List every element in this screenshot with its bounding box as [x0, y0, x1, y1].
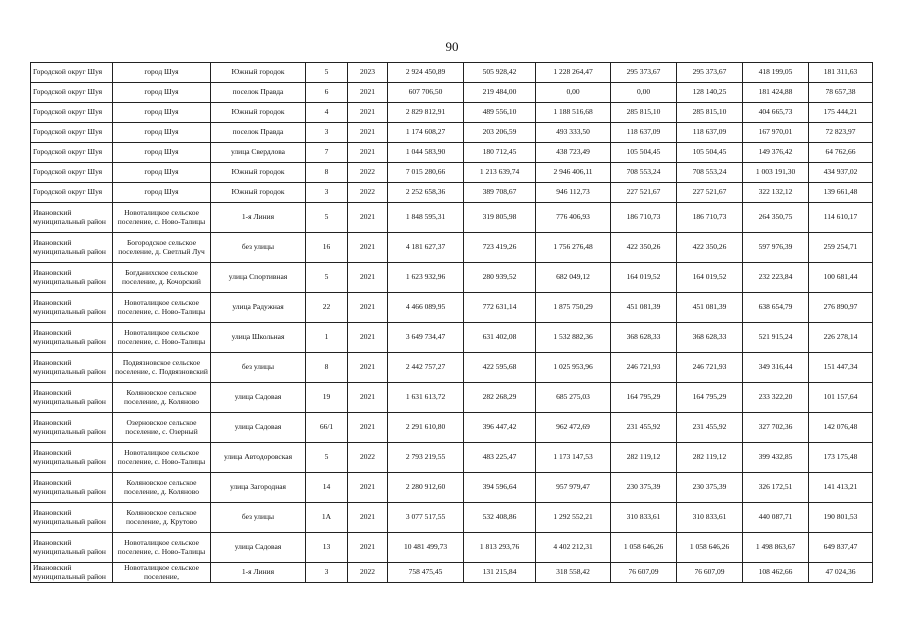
table-row — [31, 263, 873, 293]
cell-cost-part-6: 434 937,02 — [809, 163, 873, 183]
cell-year: 2021 — [348, 293, 388, 323]
cell-total-cost: 1 174 608,27 — [388, 123, 464, 143]
cell-cost-part-1: 203 206,59 — [464, 123, 536, 143]
cell-cost-part-5: 264 350,75 — [743, 203, 809, 233]
cell-settlement: Новоталицкое сельское поселение, с. Ново-Талицы — [113, 533, 211, 563]
cell-settlement: город Шуя — [113, 163, 211, 183]
cell-cost-part-1: 489 556,10 — [464, 103, 536, 123]
cell-cost-part-2: 682 049,12 — [536, 263, 611, 293]
cell-cost-part-5: 349 316,44 — [743, 353, 809, 383]
cell-cost-part-3: 164 019,52 — [611, 263, 677, 293]
cell-cost-part-1: 631 402,08 — [464, 323, 536, 353]
cell-cost-part-2: 0,00 — [536, 83, 611, 103]
cell-house-number: 1 — [306, 323, 348, 353]
table-row — [31, 473, 873, 503]
cell-cost-part-5: 1 498 863,67 — [743, 533, 809, 563]
cell-year: 2022 — [348, 443, 388, 473]
cell-cost-part-4: 76 607,09 — [677, 563, 743, 583]
cell-cost-part-1: 1 813 293,76 — [464, 533, 536, 563]
cell-total-cost: 4 466 089,95 — [388, 293, 464, 323]
cell-cost-part-3: 76 607,09 — [611, 563, 677, 583]
cell-cost-part-4: 227 521,67 — [677, 183, 743, 203]
table-row — [31, 63, 873, 83]
cell-municipality: Ивановский муниципальный район — [31, 473, 113, 503]
cell-cost-part-3: 246 721,93 — [611, 353, 677, 383]
cell-settlement: Богданихское сельское поселение, д. Кочорский — [113, 263, 211, 293]
cell-total-cost: 2 924 450,89 — [388, 63, 464, 83]
cell-municipality: Городской округ Шуя — [31, 163, 113, 183]
cell-house-number: 66/1 — [306, 413, 348, 443]
cell-cost-part-5: 232 223,84 — [743, 263, 809, 293]
cell-year: 2021 — [348, 383, 388, 413]
cell-cost-part-1: 772 631,14 — [464, 293, 536, 323]
cell-street: без улицы — [211, 233, 306, 263]
cell-cost-part-3: 231 455,92 — [611, 413, 677, 443]
table-row — [31, 83, 873, 103]
cell-year: 2021 — [348, 203, 388, 233]
cell-house-number: 16 — [306, 233, 348, 263]
table-row — [31, 143, 873, 163]
cell-cost-part-6: 142 076,48 — [809, 413, 873, 443]
cell-cost-part-3: 227 521,67 — [611, 183, 677, 203]
cell-cost-part-2: 776 406,93 — [536, 203, 611, 233]
cell-street: Южный городок — [211, 103, 306, 123]
cell-settlement: город Шуя — [113, 103, 211, 123]
cell-municipality: Ивановский муниципальный район — [31, 233, 113, 263]
cell-cost-part-1: 280 939,52 — [464, 263, 536, 293]
cell-house-number: 5 — [306, 443, 348, 473]
cell-total-cost: 10 481 499,73 — [388, 533, 464, 563]
cell-total-cost: 1 631 613,72 — [388, 383, 464, 413]
cell-total-cost: 607 706,50 — [388, 83, 464, 103]
cell-settlement: Новоталицкое сельское поселение, с. Ново-Талицы — [113, 203, 211, 233]
cell-cost-part-2: 1 188 516,68 — [536, 103, 611, 123]
cell-cost-part-2: 1 173 147,53 — [536, 443, 611, 473]
cell-cost-part-4: 105 504,45 — [677, 143, 743, 163]
cell-municipality: Ивановский муниципальный район — [31, 293, 113, 323]
cell-municipality: Ивановский муниципальный район — [31, 323, 113, 353]
table-row — [31, 203, 873, 233]
cell-cost-part-3: 422 350,26 — [611, 233, 677, 263]
cell-street: поселок Правда — [211, 83, 306, 103]
cell-street: без улицы — [211, 503, 306, 533]
cell-year: 2021 — [348, 103, 388, 123]
cell-settlement: Подвязновское сельское поселение, с. Подвязновский — [113, 353, 211, 383]
cell-settlement: город Шуя — [113, 183, 211, 203]
cell-year: 2021 — [348, 533, 388, 563]
cell-cost-part-2: 493 333,50 — [536, 123, 611, 143]
cell-cost-part-3: 1 058 646,26 — [611, 533, 677, 563]
cell-cost-part-4: 708 553,24 — [677, 163, 743, 183]
cell-cost-part-5: 638 654,79 — [743, 293, 809, 323]
cell-municipality: Ивановский муниципальный район — [31, 413, 113, 443]
cell-year: 2021 — [348, 123, 388, 143]
cell-cost-part-2: 1 756 276,48 — [536, 233, 611, 263]
cell-total-cost: 4 181 627,37 — [388, 233, 464, 263]
cell-house-number: 7 — [306, 143, 348, 163]
cell-cost-part-2: 957 979,47 — [536, 473, 611, 503]
cell-cost-part-4: 246 721,93 — [677, 353, 743, 383]
cell-cost-part-5: 399 432,85 — [743, 443, 809, 473]
cell-settlement: Богородское сельское поселение, д. Светлый Луч — [113, 233, 211, 263]
table-row — [31, 443, 873, 473]
cell-cost-part-4: 295 373,67 — [677, 63, 743, 83]
cell-cost-part-6: 139 661,48 — [809, 183, 873, 203]
cell-cost-part-2: 1 532 882,36 — [536, 323, 611, 353]
cell-settlement: Новоталицкое сельское поселение, с. Ново-Талицы — [113, 323, 211, 353]
cell-year: 2022 — [348, 163, 388, 183]
cell-cost-part-2: 438 723,49 — [536, 143, 611, 163]
cell-cost-part-1: 394 596,64 — [464, 473, 536, 503]
cell-street: Южный городок — [211, 163, 306, 183]
cell-cost-part-4: 128 140,25 — [677, 83, 743, 103]
cell-cost-part-6: 190 801,53 — [809, 503, 873, 533]
cell-settlement: Новоталицкое сельское поселение, с. Ново-Талицы — [113, 443, 211, 473]
table-row — [31, 233, 873, 263]
cell-settlement: город Шуя — [113, 63, 211, 83]
table-row — [31, 103, 873, 123]
page-number: 90 — [445, 39, 459, 54]
cell-cost-part-1: 282 268,29 — [464, 383, 536, 413]
cell-year: 2021 — [348, 503, 388, 533]
cell-cost-part-6: 141 413,21 — [809, 473, 873, 503]
cell-street: Южный городок — [211, 63, 306, 83]
cell-cost-part-6: 226 278,14 — [809, 323, 873, 353]
cell-cost-part-4: 118 637,09 — [677, 123, 743, 143]
cell-house-number: 3 — [306, 183, 348, 203]
table-row — [31, 353, 873, 383]
cell-house-number: 19 — [306, 383, 348, 413]
cell-cost-part-6: 151 447,34 — [809, 353, 873, 383]
cell-house-number: 5 — [306, 63, 348, 83]
cell-street: улица Радужная — [211, 293, 306, 323]
cell-cost-part-5: 1 003 191,30 — [743, 163, 809, 183]
cell-street: улица Спортивная — [211, 263, 306, 293]
cell-cost-part-5: 108 462,66 — [743, 563, 809, 583]
cell-cost-part-6: 101 157,64 — [809, 383, 873, 413]
cell-cost-part-4: 1 058 646,26 — [677, 533, 743, 563]
cell-house-number: 6 — [306, 83, 348, 103]
cell-cost-part-1: 396 447,42 — [464, 413, 536, 443]
cell-street: улица Автодоровская — [211, 443, 306, 473]
cell-cost-part-3: 0,00 — [611, 83, 677, 103]
cell-settlement: Новоталицкое сельское поселение, с. Ново-Талицы — [113, 293, 211, 323]
cell-total-cost: 7 015 280,66 — [388, 163, 464, 183]
cell-street: улица Садовая — [211, 533, 306, 563]
cell-total-cost: 758 475,45 — [388, 563, 464, 583]
cell-cost-part-5: 440 087,71 — [743, 503, 809, 533]
cell-cost-part-4: 422 350,26 — [677, 233, 743, 263]
cell-cost-part-1: 219 484,00 — [464, 83, 536, 103]
table-row — [31, 163, 873, 183]
cell-municipality: Городской округ Шуя — [31, 183, 113, 203]
cell-settlement: Коляновское сельское поселение, д. Коляново — [113, 383, 211, 413]
cell-cost-part-6: 175 444,21 — [809, 103, 873, 123]
cell-cost-part-4: 451 081,39 — [677, 293, 743, 323]
cell-street: улица Садовая — [211, 383, 306, 413]
cell-total-cost: 3 649 734,47 — [388, 323, 464, 353]
cell-municipality: Городской округ Шуя — [31, 103, 113, 123]
cell-cost-part-5: 181 424,88 — [743, 83, 809, 103]
cell-municipality: Ивановский муниципальный район — [31, 503, 113, 533]
table-row — [31, 323, 873, 353]
cell-cost-part-3: 282 119,12 — [611, 443, 677, 473]
cell-street: поселок Правда — [211, 123, 306, 143]
cell-settlement: город Шуя — [113, 123, 211, 143]
cell-cost-part-6: 100 681,44 — [809, 263, 873, 293]
table-row — [31, 383, 873, 413]
table-row — [31, 413, 873, 443]
cell-municipality: Ивановский муниципальный район — [31, 443, 113, 473]
cell-house-number: 3 — [306, 563, 348, 583]
cell-settlement: Коляновское сельское поселение, д. Крутово — [113, 503, 211, 533]
cell-total-cost: 2 829 812,91 — [388, 103, 464, 123]
cell-cost-part-3: 164 795,29 — [611, 383, 677, 413]
cell-cost-part-5: 418 199,05 — [743, 63, 809, 83]
cell-cost-part-3: 295 373,67 — [611, 63, 677, 83]
cell-year: 2022 — [348, 563, 388, 583]
cell-cost-part-4: 164 795,29 — [677, 383, 743, 413]
cell-cost-part-2: 4 402 212,31 — [536, 533, 611, 563]
cell-cost-part-5: 326 172,51 — [743, 473, 809, 503]
cell-cost-part-2: 1 025 953,96 — [536, 353, 611, 383]
cell-municipality: Ивановский муниципальный район — [31, 263, 113, 293]
cell-cost-part-6: 649 837,47 — [809, 533, 873, 563]
cell-cost-part-6: 78 657,38 — [809, 83, 873, 103]
cell-cost-part-1: 389 708,67 — [464, 183, 536, 203]
cell-cost-part-6: 173 175,48 — [809, 443, 873, 473]
cell-cost-part-4: 285 815,10 — [677, 103, 743, 123]
cell-year: 2021 — [348, 143, 388, 163]
cell-year: 2021 — [348, 83, 388, 103]
cell-cost-part-6: 181 311,63 — [809, 63, 873, 83]
cell-cost-part-3: 451 081,39 — [611, 293, 677, 323]
cell-house-number: 5 — [306, 203, 348, 233]
cell-house-number: 14 — [306, 473, 348, 503]
cell-cost-part-1: 422 595,68 — [464, 353, 536, 383]
cell-cost-part-1: 1 213 639,74 — [464, 163, 536, 183]
cell-settlement: город Шуя — [113, 143, 211, 163]
cell-municipality: Ивановский муниципальный район — [31, 563, 113, 583]
cell-municipality: Ивановский муниципальный район — [31, 203, 113, 233]
cell-cost-part-1: 532 408,86 — [464, 503, 536, 533]
cell-cost-part-3: 708 553,24 — [611, 163, 677, 183]
cell-year: 2022 — [348, 183, 388, 203]
cell-street: без улицы — [211, 353, 306, 383]
cell-cost-part-4: 368 628,33 — [677, 323, 743, 353]
cell-cost-part-1: 319 805,98 — [464, 203, 536, 233]
cell-cost-part-5: 322 132,12 — [743, 183, 809, 203]
cell-cost-part-2: 318 558,42 — [536, 563, 611, 583]
cell-cost-part-5: 521 915,24 — [743, 323, 809, 353]
cell-cost-part-1: 131 215,84 — [464, 563, 536, 583]
cell-house-number: 8 — [306, 163, 348, 183]
table-row — [31, 503, 873, 533]
cell-total-cost: 1 623 932,96 — [388, 263, 464, 293]
cell-cost-part-3: 105 504,45 — [611, 143, 677, 163]
cell-cost-part-6: 64 762,66 — [809, 143, 873, 163]
cell-street: улица Свердлова — [211, 143, 306, 163]
cell-cost-part-3: 230 375,39 — [611, 473, 677, 503]
cell-cost-part-5: 149 376,42 — [743, 143, 809, 163]
cell-municipality: Ивановский муниципальный район — [31, 353, 113, 383]
registry-table — [30, 62, 873, 583]
cell-street: 1-я Линия — [211, 563, 306, 583]
cell-cost-part-2: 1 875 750,29 — [536, 293, 611, 323]
cell-street: Южный городок — [211, 183, 306, 203]
cell-cost-part-2: 2 946 406,11 — [536, 163, 611, 183]
cell-street: улица Садовая — [211, 413, 306, 443]
cell-cost-part-6: 259 254,71 — [809, 233, 873, 263]
cell-year: 2021 — [348, 413, 388, 443]
cell-total-cost: 1 044 583,90 — [388, 143, 464, 163]
cell-total-cost: 2 252 658,36 — [388, 183, 464, 203]
cell-cost-part-4: 230 375,39 — [677, 473, 743, 503]
cell-street: улица Школьная — [211, 323, 306, 353]
cell-cost-part-3: 186 710,73 — [611, 203, 677, 233]
cell-house-number: 4 — [306, 103, 348, 123]
cell-municipality: Городской округ Шуя — [31, 83, 113, 103]
cell-cost-part-4: 231 455,92 — [677, 413, 743, 443]
cell-house-number: 13 — [306, 533, 348, 563]
cell-year: 2021 — [348, 233, 388, 263]
cell-total-cost: 2 442 757,27 — [388, 353, 464, 383]
table-body — [31, 63, 873, 583]
cell-year: 2021 — [348, 473, 388, 503]
table-row — [31, 533, 873, 563]
cell-municipality: Городской округ Шуя — [31, 143, 113, 163]
cell-cost-part-4: 310 833,61 — [677, 503, 743, 533]
cell-cost-part-1: 723 419,26 — [464, 233, 536, 263]
cell-total-cost: 2 793 219,55 — [388, 443, 464, 473]
cell-house-number: 3 — [306, 123, 348, 143]
cell-cost-part-6: 72 823,97 — [809, 123, 873, 143]
cell-year: 2021 — [348, 263, 388, 293]
cell-cost-part-4: 186 710,73 — [677, 203, 743, 233]
cell-cost-part-5: 327 702,36 — [743, 413, 809, 443]
cell-street: 1-я Линия — [211, 203, 306, 233]
cell-municipality: Ивановский муниципальный район — [31, 383, 113, 413]
cell-settlement: Озерновское сельское поселение, с. Озерный — [113, 413, 211, 443]
cell-house-number: 5 — [306, 263, 348, 293]
cell-cost-part-2: 1 292 552,21 — [536, 503, 611, 533]
cell-municipality: Городской округ Шуя — [31, 123, 113, 143]
cell-total-cost: 2 291 610,80 — [388, 413, 464, 443]
cell-cost-part-1: 180 712,45 — [464, 143, 536, 163]
cell-total-cost: 3 077 517,55 — [388, 503, 464, 533]
cell-municipality: Ивановский муниципальный район — [31, 533, 113, 563]
cell-cost-part-4: 282 119,12 — [677, 443, 743, 473]
cell-cost-part-2: 946 112,73 — [536, 183, 611, 203]
cell-cost-part-2: 1 228 264,47 — [536, 63, 611, 83]
cell-cost-part-6: 276 890,97 — [809, 293, 873, 323]
cell-cost-part-2: 685 275,03 — [536, 383, 611, 413]
cell-settlement: город Шуя — [113, 83, 211, 103]
cell-street: улица Загородная — [211, 473, 306, 503]
table-row — [31, 183, 873, 203]
cell-house-number: 22 — [306, 293, 348, 323]
table-row — [31, 563, 873, 583]
cell-settlement: Новоталицкое сельское поселение, — [113, 563, 211, 583]
cell-cost-part-6: 114 610,17 — [809, 203, 873, 233]
cell-total-cost: 1 848 595,31 — [388, 203, 464, 233]
cell-house-number: 8 — [306, 353, 348, 383]
cell-cost-part-1: 483 225,47 — [464, 443, 536, 473]
cell-cost-part-4: 164 019,52 — [677, 263, 743, 293]
cell-cost-part-3: 368 628,33 — [611, 323, 677, 353]
cell-year: 2021 — [348, 323, 388, 353]
cell-year: 2023 — [348, 63, 388, 83]
cell-cost-part-2: 962 472,69 — [536, 413, 611, 443]
cell-cost-part-1: 505 928,42 — [464, 63, 536, 83]
cell-cost-part-5: 167 970,01 — [743, 123, 809, 143]
cell-cost-part-6: 47 024,36 — [809, 563, 873, 583]
cell-house-number: 1А — [306, 503, 348, 533]
cell-cost-part-3: 310 833,61 — [611, 503, 677, 533]
cell-cost-part-5: 233 322,20 — [743, 383, 809, 413]
cell-cost-part-3: 285 815,10 — [611, 103, 677, 123]
cell-settlement: Коляновское сельское поселение, д. Коляново — [113, 473, 211, 503]
table-row — [31, 123, 873, 143]
cell-cost-part-3: 118 637,09 — [611, 123, 677, 143]
cell-municipality: Городской округ Шуя — [31, 63, 113, 83]
cell-cost-part-5: 597 976,39 — [743, 233, 809, 263]
cell-cost-part-5: 404 665,73 — [743, 103, 809, 123]
table-row — [31, 293, 873, 323]
cell-total-cost: 2 280 912,60 — [388, 473, 464, 503]
cell-year: 2021 — [348, 353, 388, 383]
